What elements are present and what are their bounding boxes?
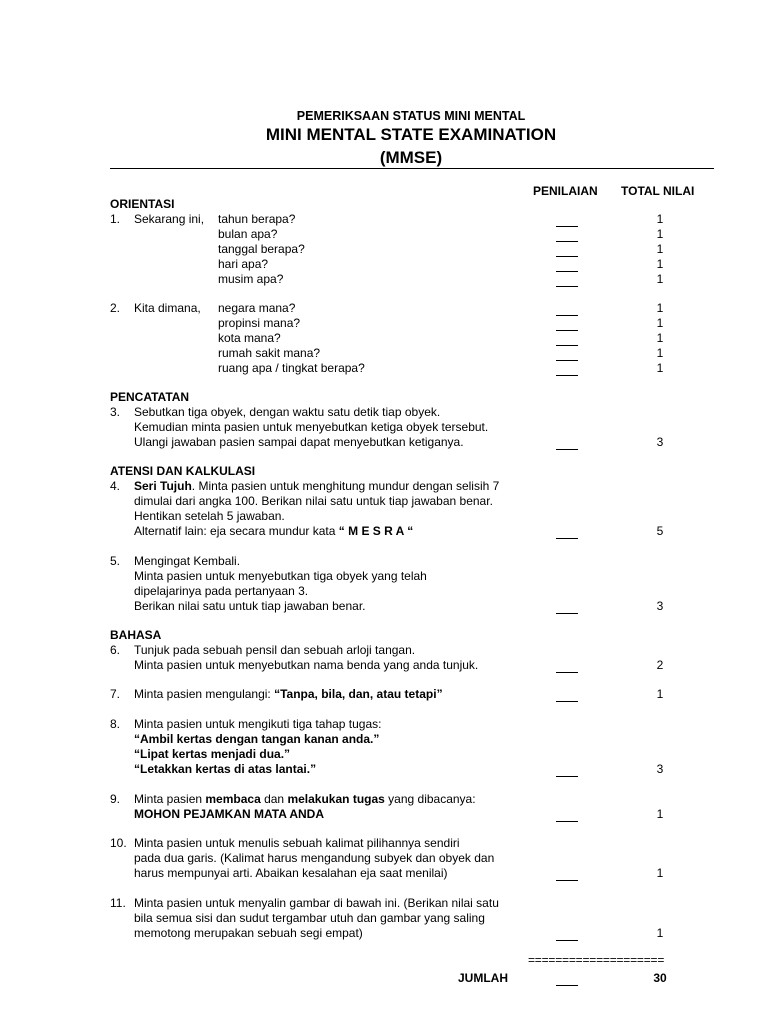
question-item: tahun berapa? [218,212,296,226]
question-text: dipelajarinya pada pertanyaan 3. [134,584,309,598]
score-blank[interactable] [556,449,578,450]
question-number: 9. [110,792,121,806]
max-score: 1 [656,227,664,241]
score-blank[interactable] [556,256,578,257]
max-score: 3 [656,435,664,449]
max-score: 1 [656,272,664,286]
question-item: propinsi mana? [218,316,301,330]
score-blank[interactable] [556,701,578,702]
max-score: 1 [656,866,664,880]
section-heading-bahasa: BAHASA [110,628,162,642]
question-item: kota mana? [218,331,281,345]
max-score: 1 [656,331,664,345]
question-bold-phrase: “Tanpa, bila, dan, atau tetapi” [274,687,443,701]
question-text: dimulai dari angka 100. Berikan nilai satu untuk tiap jawaban benar. [134,494,493,508]
question-text: Hentikan setelah 5 jawaban. [134,509,285,523]
question-text: Kemudian minta pasien untuk menyebutkan ketiga obyek tersebut. [134,420,489,434]
question-text [134,479,499,494]
question-item: negara mana? [218,301,296,315]
score-blank[interactable] [556,345,578,346]
question-number: 10. [110,836,127,850]
question-item: rumah sakit mana? [218,346,321,360]
question-text: Minta pasien untuk menyebutkan nama benda yang anda tunjuk. [134,658,479,672]
section-heading-atensi: ATENSI DAN KALKULASI [110,464,256,478]
column-header-total: TOTAL NILAI [621,184,695,198]
score-blank[interactable] [556,330,578,331]
score-blank[interactable] [556,776,578,777]
question-number: 11. [110,896,126,910]
question-text: harus mempunyai arti. Abaikan kesalahan eja saat menilai) [134,866,448,880]
question-bold-line: “Letakkan kertas di atas lantai.” [134,762,317,776]
max-score: 5 [656,524,664,538]
max-score: 1 [656,807,664,821]
question-bold-line: “Ambil kertas dengan tangan kanan anda.” [134,732,380,746]
question-bold-line: MOHON PEJAMKAN MATA ANDA [134,807,324,821]
form-title: MINI MENTAL STATE EXAMINATION [265,125,557,144]
score-blank[interactable] [556,672,578,673]
score-blank[interactable] [556,286,578,287]
question-text: Berikan nilai satu untuk tiap jawaban benar. [134,599,366,613]
header-rule [110,168,714,169]
section-heading-pencatatan: PENCATATAN [110,390,190,404]
score-blank[interactable] [556,271,578,272]
question-item: ruang apa / tingkat berapa? [218,361,365,375]
question-text-part: Minta pasien [134,792,206,806]
question-number: 3. [110,405,121,419]
question-number: 5. [110,554,121,568]
max-score: 1 [656,316,664,330]
question-item: tanggal berapa? [218,242,305,256]
question-text-lead: Minta pasien mengulangi: [134,687,275,701]
question-text: Mengingat Kembali. [134,554,241,568]
question-text: Minta pasien untuk mengikuti tiga tahap tugas: [134,717,382,731]
question-text: pada dua garis. (Kalimat harus mengandung subyek dan obyek dan [134,851,495,865]
max-score: 1 [656,687,664,701]
question-bold-line: “Lipat kertas menjadi dua.” [134,747,291,761]
score-blank[interactable] [556,315,578,316]
question-number: 2. [110,301,121,315]
form-subtitle: PEMERIKSAAN STATUS MINI MENTAL [296,109,526,123]
total-divider: ==================== [528,953,665,967]
max-score: 1 [656,301,664,315]
score-blank[interactable] [556,241,578,242]
total-label: JUMLAH [458,971,508,985]
max-score: 1 [656,212,664,226]
max-score: 3 [656,762,664,776]
question-bold-word: membaca [205,792,261,806]
question-text: Tunjuk pada sebuah pensil dan sebuah arloji tangan. [134,643,416,657]
question-text [134,687,443,702]
question-text: Minta pasien untuk menulis sebuah kalimat pilihannya sendiri [134,836,460,850]
question-lead: Sekarang ini, [134,212,205,226]
question-number: 8. [110,717,121,731]
section-heading-orientasi: ORIENTASI [110,197,175,211]
question-item: musim apa? [218,272,284,286]
max-score: 1 [656,926,664,940]
question-text: Minta pasien untuk menyalin gambar di bawah ini. (Berikan nilai satu [134,896,499,910]
score-blank[interactable] [556,360,578,361]
max-score: 3 [656,599,664,613]
question-bold-word: “ M E S R A “ [338,524,414,538]
score-blank[interactable] [556,880,578,881]
score-blank[interactable] [556,538,578,539]
max-score: 1 [656,346,664,360]
question-lead: Kita dimana, [134,301,201,315]
question-text-part: dan [260,792,288,806]
question-item: hari apa? [218,257,269,271]
total-max-score: 30 [653,971,667,985]
question-text [134,792,476,807]
score-blank[interactable] [556,226,578,227]
max-score: 1 [656,361,664,375]
question-text: Minta pasien untuk menyebutkan tiga obyek yang telah [134,569,427,583]
question-text-part: yang dibacanya: [384,792,476,806]
max-score: 1 [656,242,664,256]
score-blank[interactable] [556,375,578,376]
total-score-blank[interactable] [556,985,578,986]
score-blank[interactable] [556,821,578,822]
form-title-abbr: (MMSE) [379,148,443,167]
question-text-lead: Alternatif lain: eja secara mundur kata [134,524,339,538]
column-header-penilaian: PENILAIAN [533,184,598,198]
question-text: Ulangi jawaban pasien sampai dapat menyebutkan ketiganya. [134,435,464,449]
max-score: 1 [656,257,664,271]
question-number: 7. [110,687,121,701]
max-score: 2 [656,658,664,672]
question-bold-lead: Seri Tujuh [134,479,192,493]
question-text [134,524,413,539]
score-blank[interactable] [556,613,578,614]
question-text-rest: . Minta pasien untuk menghitung mundur dengan selisih 7 [191,479,500,493]
question-number: 4. [110,479,121,493]
question-text: bila semua sisi dan sudut tergambar utuh dan gambar yang saling [134,911,485,925]
score-blank[interactable] [556,940,578,941]
question-text: memotong merupakan sebuah segi empat) [134,926,363,940]
question-number: 1. [110,212,121,226]
question-text: Sebutkan tiga obyek, dengan waktu satu detik tiap obyek. [134,405,441,419]
question-number: 6. [110,643,121,657]
question-bold-word: melakukan tugas [287,792,385,806]
question-item: bulan apa? [218,227,278,241]
